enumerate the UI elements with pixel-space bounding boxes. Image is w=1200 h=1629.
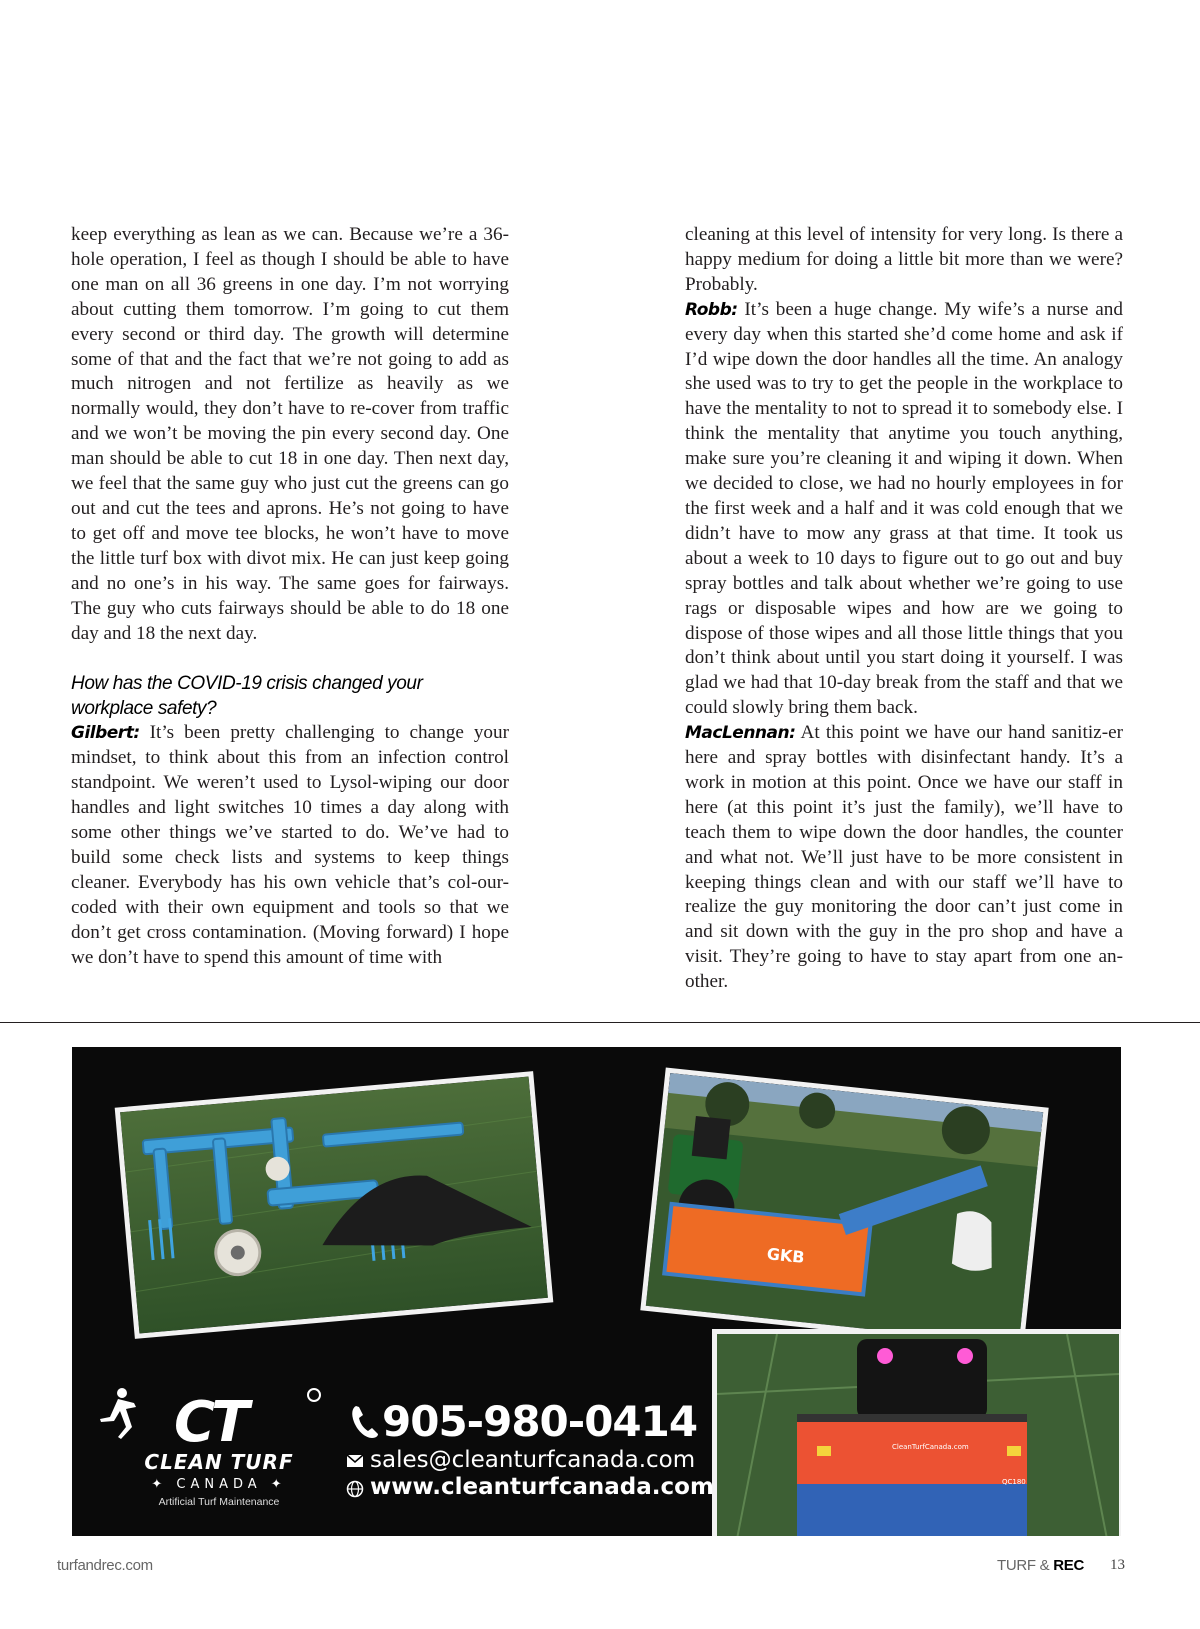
article-paragraph: keep everything as lean as we can. Because we’re a 36-hole operation, I feel as though I should be able to have one man on all 36 greens in one day. I’m not worrying about cutting them tomorrow. I’m going to cut them every second or third day. The growth will determine some of that and the fact that we’re not going to add as much nitrogen and not fertilize as heavily as we normally would, they don’t have to re-cover from traffic and we won’t be moving the pin every second day. One man should be able to cut 18 in one day. Then next day, we feel that the same guy who just cut the greens can go out and cut the tees and aprons. He’s not going to have to get off and move tee blocks, he won’t have to move the little turf box with divot mix. He can just keep going and no one’s in his way. The same goes for fairways. The guy who cuts fairways should be able to do 18 one day and 18 the next day.: [71, 224, 509, 644]
qc180-machine-photo: [712, 1329, 1121, 1536]
answer-text: At this point we have our hand sanitiz-er here and spray bottles with disinfectant handy. It’s a work in motion at this point. Once we have our staff in here (at this point it’s just the family), we’ll have to teach them to wipe down the door handles, the counter and what not. We’ll just have to be more consistent in keeping things clean and with our staff we’ll have to realize the guy monitoring the door can’t just come in and sit down with the guy in the pro shop and have a visit. They’re going to have to stay apart from one an-other.: [685, 722, 1123, 993]
footer-brand-bold: REC: [1053, 1557, 1085, 1574]
machine-brand: GKB: [765, 1244, 806, 1268]
footer-brand-prefix: TURF &: [997, 1557, 1054, 1574]
footer-brand: [997, 1557, 1084, 1574]
logo-name: CLEAN TURF: [144, 1450, 294, 1474]
globe-icon: [346, 1480, 364, 1498]
logo-letters: CT: [174, 1390, 246, 1455]
answer-text: It’s been a huge change. My wife’s a nurse and every day when this started she’d come home and ask if I’d wipe down the door handles all the time. An analogy she used was to try to get the people in the workplace to have the mentality to not to spread it to somebody else. I think the mentality that anytime you touch anything, make sure you’re cleaning it and wiping it down. When we decided to close, we had no hourly employees in for the first week and a half and it was cold enough that we didn’t have to mow any grass at that time. It took us about a week to 10 days to figure out to go out and buy spray bottles and talk about whether we’re going to use rags or disposable wipes and how are we going to dispose of those wipes and all those little things that you don’t think about until you start doing it yourself. I was glad we had that 10-day break from the staff and that we could slowly bring them back.: [685, 298, 1123, 719]
article-column-left: [71, 223, 509, 970]
machine-label: CleanTurfCanada.com: [892, 1443, 969, 1451]
answer-paragraph: [685, 721, 1123, 995]
article-column-right: [685, 223, 1123, 995]
email-icon: [346, 1452, 364, 1470]
section-divider: [0, 1022, 1200, 1023]
speaker-name: Gilbert:: [71, 723, 140, 744]
speaker-name: Robb:: [685, 299, 738, 320]
answer-paragraph: [685, 298, 1123, 721]
article-paragraph: cleaning at this level of intensity for very long. Is there a happy medium for doing a little bit more than we were? Probably.: [685, 224, 1123, 295]
phone-icon: [348, 1402, 382, 1442]
machine-model: QC180: [1002, 1478, 1026, 1486]
email-address[interactable]: sales@cleanturfcanada.com: [370, 1447, 696, 1473]
website-url[interactable]: www.cleanturfcanada.com: [370, 1474, 714, 1500]
clean-turf-advertisement: [72, 1047, 1121, 1536]
logo-tagline: Artificial Turf Maintenance: [158, 1496, 280, 1508]
phone-number[interactable]: 905-980-0414: [382, 1397, 698, 1446]
interview-question: How has the COVID-19 crisis changed your workplace safety?: [71, 673, 423, 720]
logo-country: ✦ CANADA ✦: [151, 1477, 287, 1492]
speaker-name: MacLennan:: [685, 723, 796, 744]
clean-turf-logo: [92, 1377, 332, 1507]
answer-paragraph: [71, 721, 509, 970]
page-number: 13: [1110, 1557, 1125, 1573]
tractor-sweeper-photo: [640, 1068, 1048, 1351]
turf-brush-photo: [115, 1071, 554, 1339]
footer-site[interactable]: turfandrec.com: [57, 1557, 153, 1574]
answer-text: It’s been pretty challenging to change your mindset, to think about this from an infection control standpoint. We weren’t used to Lysol-wiping our door handles and light switches 10 times a day along with some other things we’ve started to do. We’ve had to build some check lists and systems to keep things cleaner. Everybody has his own vehicle that’s col-our-coded with their own equipment and tools so that we don’t get cross contamination. (Moving forward) I hope we don’t have to spend this amount of time with: [71, 722, 509, 968]
